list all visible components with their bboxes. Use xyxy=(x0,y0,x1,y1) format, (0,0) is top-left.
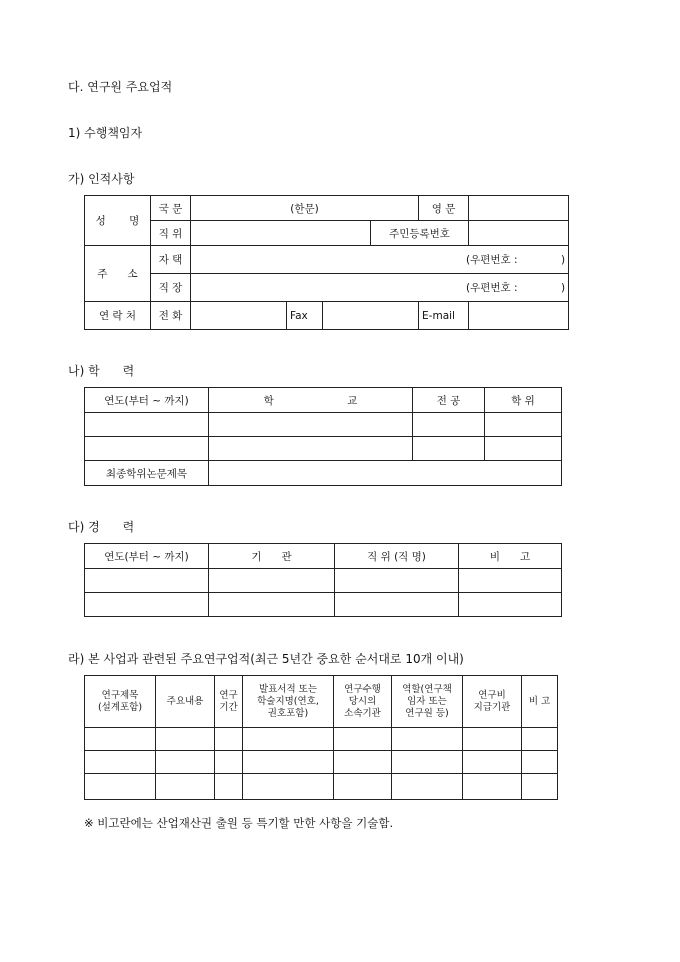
english-label: 영 문 xyxy=(419,196,469,221)
career-table xyxy=(84,543,562,617)
home-label: 자 택 xyxy=(151,246,191,274)
section-title: 다. 연구원 주요업적 xyxy=(68,80,173,94)
table-cell[interactable] xyxy=(85,437,209,461)
table-cell[interactable] xyxy=(209,593,335,617)
table-row xyxy=(85,728,558,751)
table-cell[interactable] xyxy=(85,728,156,751)
table-cell[interactable] xyxy=(463,751,522,774)
table-cell[interactable] xyxy=(215,728,243,751)
english-name-field[interactable] xyxy=(469,196,569,221)
table-cell[interactable] xyxy=(85,751,156,774)
contact-label: 연 락 처 xyxy=(85,302,151,330)
table-cell[interactable] xyxy=(392,751,463,774)
ach-header-role: 역할(연구책 임자 또는 연구원 등) xyxy=(392,676,463,728)
career-header-year: 연도(부터 ~ 까지) xyxy=(85,544,209,569)
table-cell[interactable] xyxy=(243,728,334,751)
table-cell[interactable] xyxy=(85,774,156,800)
table-cell[interactable] xyxy=(485,437,562,461)
phone-field[interactable] xyxy=(191,302,287,330)
achievements-heading: 라) 본 사업과 관련된 주요연구업적(최근 5년간 중요한 순서대로 10개 이내) xyxy=(68,652,464,666)
table-cell[interactable] xyxy=(459,569,562,593)
sub-heading-principal-investigator: 1) 수행책임자 xyxy=(68,126,143,140)
zip-work: (우편번호 : ) xyxy=(466,282,566,294)
edu-header-school: 학 교 xyxy=(209,388,413,413)
table-row xyxy=(85,593,562,617)
zip-home: (우편번호 : ) xyxy=(466,254,566,266)
fax-label: Fax xyxy=(287,302,323,330)
ach-header-publication: 발표서적 또는 학술지명(연호, 권호포함) xyxy=(243,676,334,728)
resident-no-label: 주민등록번호 xyxy=(371,221,469,246)
ach-header-period: 연구 기간 xyxy=(215,676,243,728)
edu-header-year: 연도(부터 ~ 까지) xyxy=(85,388,209,413)
table-cell[interactable] xyxy=(209,413,413,437)
phone-label: 전 화 xyxy=(151,302,191,330)
address-label: 주 소 xyxy=(85,246,151,302)
table-cell[interactable] xyxy=(243,751,334,774)
table-row xyxy=(85,413,562,437)
korean-label: 국 문 xyxy=(151,196,191,221)
ach-header-affiliation: 연구수행 당시의 소속기관 xyxy=(334,676,392,728)
personal-info-table xyxy=(84,195,569,330)
work-address-field[interactable] xyxy=(191,274,569,302)
career-header-institution: 기 관 xyxy=(209,544,335,569)
hanja-note: (한문) xyxy=(290,202,319,215)
work-label: 직 장 xyxy=(151,274,191,302)
table-cell[interactable] xyxy=(156,728,215,751)
table-row xyxy=(85,774,558,800)
table-cell[interactable] xyxy=(215,774,243,800)
table-cell[interactable] xyxy=(85,413,209,437)
table-cell[interactable] xyxy=(522,728,558,751)
table-cell[interactable] xyxy=(335,593,459,617)
table-cell[interactable] xyxy=(156,774,215,800)
table-row xyxy=(85,751,558,774)
education-heading: 나) 학 력 xyxy=(68,364,135,378)
table-cell[interactable] xyxy=(334,751,392,774)
career-header-position: 직 위 (직 명) xyxy=(335,544,459,569)
table-cell[interactable] xyxy=(334,728,392,751)
table-cell[interactable] xyxy=(392,774,463,800)
table-cell[interactable] xyxy=(463,774,522,800)
table-cell[interactable] xyxy=(209,437,413,461)
career-header-remarks: 비 고 xyxy=(459,544,562,569)
ach-header-funding: 연구비 지급기관 xyxy=(463,676,522,728)
table-cell[interactable] xyxy=(413,413,485,437)
education-table xyxy=(84,387,562,486)
table-cell[interactable] xyxy=(413,437,485,461)
home-address-field[interactable] xyxy=(191,246,569,274)
name-label: 성 명 xyxy=(85,196,151,246)
career-heading: 다) 경 력 xyxy=(68,520,135,534)
footnote: ※ 비고란에는 산업재산권 출원 등 특기할 만한 사항을 기술함. xyxy=(84,816,394,830)
table-cell[interactable] xyxy=(522,751,558,774)
ach-header-content: 주요내용 xyxy=(156,676,215,728)
ach-header-remarks: 비 고 xyxy=(522,676,558,728)
ach-header-title: 연구제목 (설계포함) xyxy=(85,676,156,728)
personal-info-heading: 가) 인적사항 xyxy=(68,172,135,186)
resident-no-field[interactable] xyxy=(469,221,569,246)
table-cell[interactable] xyxy=(485,413,562,437)
table-cell[interactable] xyxy=(156,751,215,774)
table-cell[interactable] xyxy=(243,774,334,800)
email-field[interactable] xyxy=(469,302,569,330)
table-cell[interactable] xyxy=(463,728,522,751)
table-cell[interactable] xyxy=(392,728,463,751)
table-cell[interactable] xyxy=(522,774,558,800)
achievements-table xyxy=(84,675,558,800)
thesis-label: 최종학위논문제목 xyxy=(85,461,209,486)
edu-header-major: 전 공 xyxy=(413,388,485,413)
email-label: E-mail xyxy=(419,302,469,330)
thesis-field[interactable] xyxy=(209,461,562,486)
position-label: 직 위 xyxy=(151,221,191,246)
edu-header-degree: 학 위 xyxy=(485,388,562,413)
table-row xyxy=(85,437,562,461)
table-cell[interactable] xyxy=(85,569,209,593)
table-cell[interactable] xyxy=(85,593,209,617)
position-field[interactable] xyxy=(191,221,371,246)
table-cell[interactable] xyxy=(215,751,243,774)
fax-field[interactable] xyxy=(323,302,419,330)
korean-name-field[interactable] xyxy=(191,196,419,221)
table-cell[interactable] xyxy=(209,569,335,593)
table-row xyxy=(85,569,562,593)
table-cell[interactable] xyxy=(335,569,459,593)
table-cell[interactable] xyxy=(334,774,392,800)
table-cell[interactable] xyxy=(459,593,562,617)
